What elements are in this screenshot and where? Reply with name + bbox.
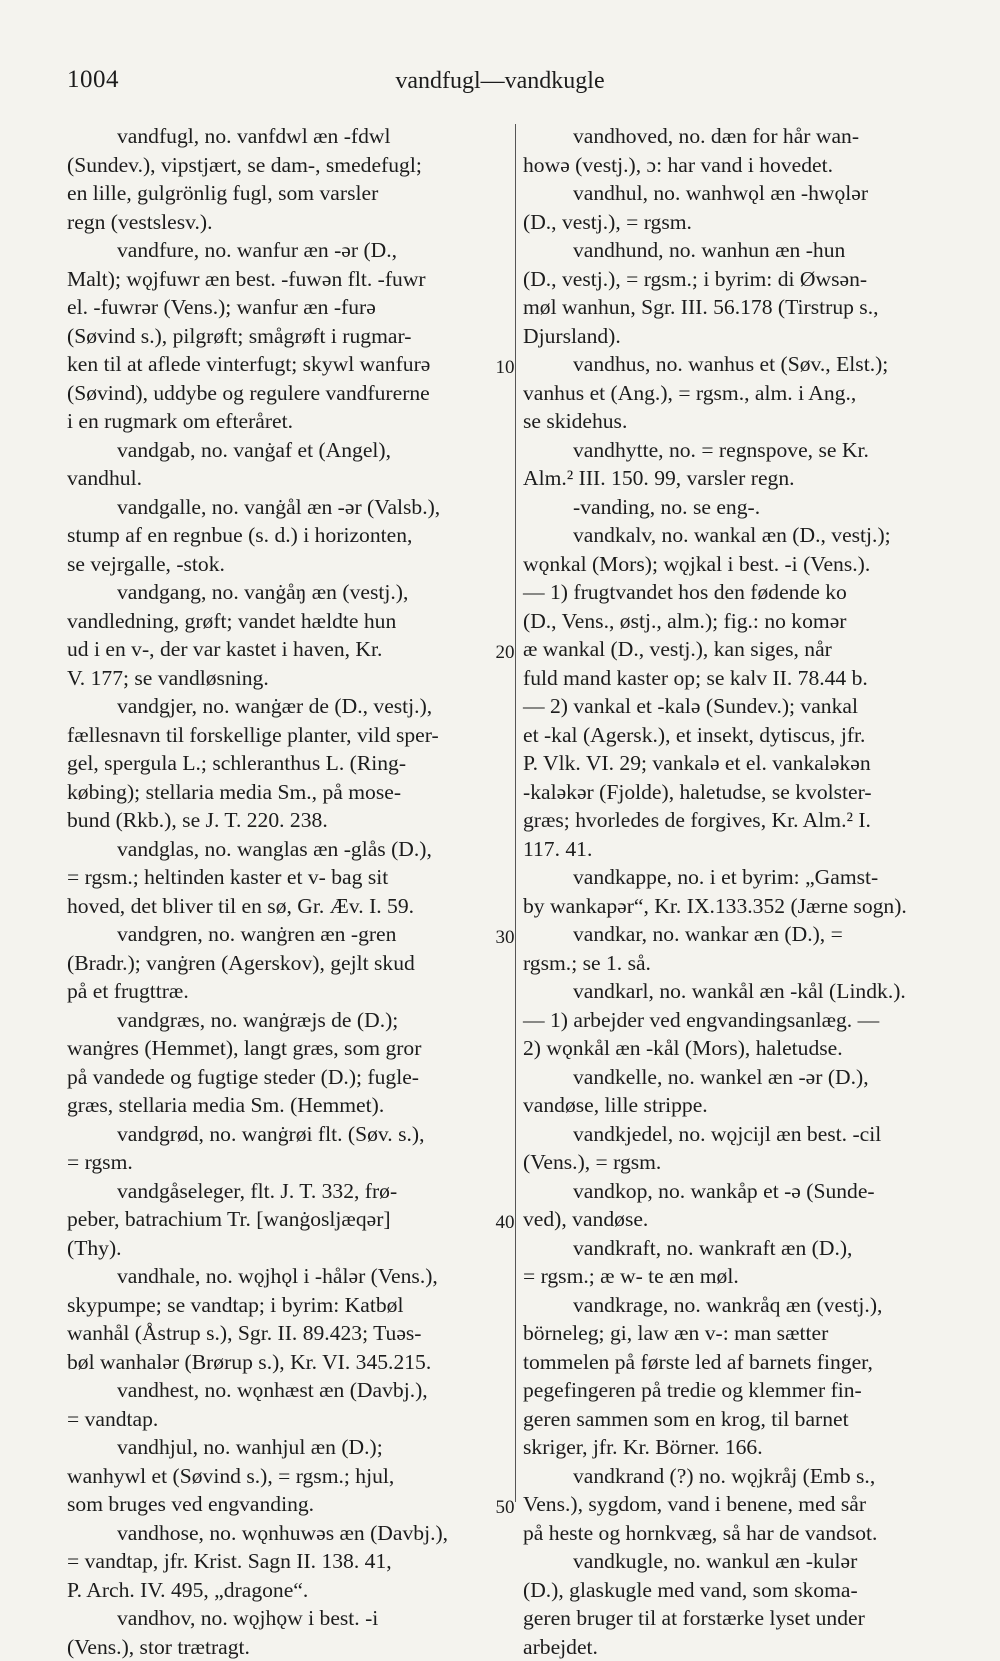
entry-text-line: ken til at aflede vinterfugt; skywl wanfurə [67, 350, 507, 379]
column-rule [515, 124, 516, 1502]
entry-text-line: = rgsm.; æ w- te æn møl. [523, 1262, 963, 1291]
entry-headword-line: vandhale, no. wǫjhǫl i -hålər (Vens.), [67, 1262, 507, 1291]
entry-text-line: (Bradr.); vanġren (Agerskov), gejlt skud [67, 949, 507, 978]
entry-headword-line: vandkjedel, no. wǫjcijl æn best. -cil [523, 1120, 963, 1149]
entry-text-line: = rgsm.; heltinden kaster et v- bag sit [67, 863, 507, 892]
entry-text-line: på heste og hornkvæg, så har de vandsot. [523, 1519, 963, 1548]
entry-text-line: tommelen på første led af barnets finger, [523, 1348, 963, 1377]
page-number: 1004 [67, 66, 119, 94]
entry-text-line: stump af en regnbue (s. d.) i horizonten, [67, 521, 507, 550]
right-column [523, 122, 963, 1661]
entry-text-line: fuld mand kaster op; se kalv II. 78.44 b. [523, 664, 963, 693]
entry-text-line: — 1) arbejder ved engvandingsanlæg. — [523, 1006, 963, 1035]
entry-text-line: Vens.), sygdom, vand i benene, med sår [523, 1490, 963, 1519]
entry-headword-line: vandkop, no. wankåp et -ə (Sunde- [523, 1177, 963, 1206]
entry-text-line: by wankapər“, Kr. IX.133.352 (Jærne sogn). [523, 892, 963, 921]
entry-text-line: bøl wanhalər (Brørup s.), Kr. VI. 345.215. [67, 1348, 507, 1377]
entry-text-line: = rgsm. [67, 1148, 507, 1177]
entry-text-line: howə (vestj.), ɔ: har vand i hovedet. [523, 151, 963, 180]
entry-headword-line: vandfure, no. wanfur æn -ər (D., [67, 236, 507, 265]
entry-text-line: V. 177; se vandløsning. [67, 664, 507, 693]
entry-text-line: el. -fuwrər (Vens.); wanfur æn -furə [67, 293, 507, 322]
entry-text-line: vandøse, lille strippe. [523, 1091, 963, 1120]
entry-text-line: (Vens.), stor trætragt. [67, 1633, 507, 1661]
entry-headword-line: vandkraft, no. wankraft æn (D.), [523, 1234, 963, 1263]
entry-text-line: — 1) frugtvandet hos den fødende ko [523, 578, 963, 607]
entry-text-line: peber, batrachium Tr. [wanġosljæqər] [67, 1205, 507, 1234]
entry-text-line: (Thy). [67, 1234, 507, 1263]
entry-text-line: wǫnkal (Mors); wǫjkal i best. -i (Vens.). [523, 550, 963, 579]
entry-text-line: = vandtap, jfr. Krist. Sagn II. 138. 41, [67, 1547, 507, 1576]
entry-text-line: -kaləkər (Fjolde), haletudse, se kvolster- [523, 778, 963, 807]
entry-text-line: (Søvind s.), pilgrøft; smågrøft i rugmar- [67, 322, 507, 351]
entry-text-line: græs; hvorledes de forgives, Kr. Alm.² I. [523, 806, 963, 835]
entry-headword-line: vandhytte, no. = regnspove, se Kr. [523, 436, 963, 465]
entry-text-line: rgsm.; se 1. så. [523, 949, 963, 978]
entry-text-line: wanhywl et (Søvind s.), = rgsm.; hjul, [67, 1462, 507, 1491]
entry-text-line: skypumpe; se vandtap; i byrim: Katbøl [67, 1291, 507, 1320]
entry-headword-line: vandfugl, no. vanfdwl æn -fdwl [67, 122, 507, 151]
entry-text-line: (D.), glaskugle med vand, som skoma- [523, 1576, 963, 1605]
line-number-10: 10 [485, 357, 525, 379]
entry-text-line: (D., Vens., østj., alm.); fig.: no komər [523, 607, 963, 636]
entry-text-line: arbejdet. [523, 1633, 963, 1661]
entry-text-line: se vejrgalle, -stok. [67, 550, 507, 579]
entry-headword-line: vandhus, no. wanhus et (Søv., Elst.); [523, 350, 963, 379]
entry-text-line: skriger, jfr. Kr. Börner. 166. [523, 1433, 963, 1462]
entry-headword-line: vandgrød, no. wanġrøi flt. (Søv. s.), [67, 1120, 507, 1149]
entry-text-line: på et frugttræ. [67, 977, 507, 1006]
entry-text-line: bund (Rkb.), se J. T. 220. 238. [67, 806, 507, 835]
entry-text-line: se skidehus. [523, 407, 963, 436]
entry-text-line: geren sammen som en krog, til barnet [523, 1405, 963, 1434]
entry-headword-line: vandhul, no. wanhwǫl æn -hwǫlər [523, 179, 963, 208]
entry-headword-line: vandkarl, no. wankål æn -kål (Lindk.). [523, 977, 963, 1006]
entry-text-line: (D., vestj.), = rgsm. [523, 208, 963, 237]
entry-text-line: vandhul. [67, 464, 507, 493]
entry-text-line: på vandede og fugtige steder (D.); fugle- [67, 1063, 507, 1092]
entry-headword-line: vandkrand (?) no. wǫjkråj (Emb s., [523, 1462, 963, 1491]
entry-text-line: vandledning, grøft; vandet hældte hun [67, 607, 507, 636]
entry-text-line: Alm.² III. 150. 99, varsler regn. [523, 464, 963, 493]
entry-headword-line: vandgjer, no. wanġær de (D., vestj.), [67, 692, 507, 721]
entry-text-line: et -kal (Agersk.), et insekt, dytiscus, jfr. [523, 721, 963, 750]
entry-text-line: geren bruger til at forstærke lyset under [523, 1604, 963, 1633]
entry-headword-line: vandgalle, no. vanġål æn -ər (Valsb.), [67, 493, 507, 522]
entry-text-line: = vandtap. [67, 1405, 507, 1434]
entry-headword-line: vandgræs, no. wanġræjs de (D.); [67, 1006, 507, 1035]
entry-text-line: ved), vandøse. [523, 1205, 963, 1234]
line-number-20: 20 [485, 642, 525, 664]
entry-text-line: (Sundev.), vipstjært, se dam-, smedefugl; [67, 151, 507, 180]
entry-text-line: æ wankal (D., vestj.), kan siges, når [523, 635, 963, 664]
entry-headword-line: vandhest, no. wǫnhæst æn (Davbj.), [67, 1376, 507, 1405]
entry-text-line: hoved, det bliver til en sø, Gr. Æv. I. 59. [67, 892, 507, 921]
entry-headword-line: vandgren, no. wanġren æn -gren [67, 920, 507, 949]
entry-headword-line: vandhov, no. wǫjhǫw i best. -i [67, 1604, 507, 1633]
entry-text-line: wanġres (Hemmet), langt græs, som gror [67, 1034, 507, 1063]
entry-text-line: gel, spergula L.; schleranthus L. (Ring- [67, 749, 507, 778]
entry-headword-line: -vanding, no. se eng-. [523, 493, 963, 522]
entry-text-line: Djursland). [523, 322, 963, 351]
entry-text-line: som bruges ved engvanding. [67, 1490, 507, 1519]
entry-headword-line: vandhose, no. wǫnhuwəs æn (Davbj.), [67, 1519, 507, 1548]
entry-text-line: fællesnavn til forskellige planter, vild sper- [67, 721, 507, 750]
entry-text-line: 117. 41. [523, 835, 963, 864]
entry-text-line: (Søvind), uddybe og regulere vandfurerne [67, 379, 507, 408]
entry-headword-line: vandkalv, no. wankal æn (D., vestj.); [523, 521, 963, 550]
entry-headword-line: vandgang, no. vanġåŋ æn (vestj.), [67, 578, 507, 607]
entry-text-line: wanhål (Åstrup s.), Sgr. II. 89.423; Tuəs- [67, 1319, 507, 1348]
entry-text-line: møl wanhun, Sgr. III. 56.178 (Tirstrup s., [523, 293, 963, 322]
entry-text-line: Malt); wǫjfuwr æn best. -fuwən flt. -fuwr [67, 265, 507, 294]
entry-text-line: P. Arch. IV. 495, „dragone“. [67, 1576, 507, 1605]
running-title: vandfugl—vandkugle [0, 68, 1000, 95]
entry-headword-line: vandgab, no. vanġaf et (Angel), [67, 436, 507, 465]
entry-text-line: — 2) vankal et -kalə (Sundev.); vankal [523, 692, 963, 721]
entry-text-line: regn (vestslesv.). [67, 208, 507, 237]
entry-text-line: vanhus et (Ang.), = rgsm., alm. i Ang., [523, 379, 963, 408]
entry-text-line: græs, stellaria media Sm. (Hemmet). [67, 1091, 507, 1120]
line-number-30: 30 [485, 927, 525, 949]
entry-headword-line: vandglas, no. wanglas æn -glås (D.), [67, 835, 507, 864]
entry-headword-line: vandhoved, no. dæn for hår wan- [523, 122, 963, 151]
entry-headword-line: vandgåseleger, flt. J. T. 332, frø- [67, 1177, 507, 1206]
line-number-50: 50 [485, 1497, 525, 1519]
entry-headword-line: vandhund, no. wanhun æn -hun [523, 236, 963, 265]
entry-headword-line: vandkar, no. wankar æn (D.), = [523, 920, 963, 949]
entry-text-line: ud i en v-, der var kastet i haven, Kr. [67, 635, 507, 664]
entry-text-line: (D., vestj.), = rgsm.; i byrim: di Øwsən- [523, 265, 963, 294]
entry-text-line: börneleg; gi, law æn v-: man sætter [523, 1319, 963, 1348]
entry-headword-line: vandkelle, no. wankel æn -ər (D.), [523, 1063, 963, 1092]
entry-text-line: P. Vlk. VI. 29; vankalə et el. vankaləkən [523, 749, 963, 778]
entry-headword-line: vandkrage, no. wankråq æn (vestj.), [523, 1291, 963, 1320]
line-number-40: 40 [485, 1212, 525, 1234]
entry-text-line: købing); stellaria media Sm., på mose- [67, 778, 507, 807]
entry-text-line: 2) wǫnkål æn -kål (Mors), haletudse. [523, 1034, 963, 1063]
entry-headword-line: vandhjul, no. wanhjul æn (D.); [67, 1433, 507, 1462]
entry-text-line: (Vens.), = rgsm. [523, 1148, 963, 1177]
left-column [67, 122, 507, 1661]
entry-headword-line: vandkugle, no. wankul æn -kulər [523, 1547, 963, 1576]
entry-headword-line: vandkappe, no. i et byrim: „Gamst- [523, 863, 963, 892]
entry-text-line: en lille, gulgrönlig fugl, som varsler [67, 179, 507, 208]
entry-text-line: i en rugmark om efteråret. [67, 407, 507, 436]
entry-text-line: pegefingeren på tredie og klemmer fin- [523, 1376, 963, 1405]
